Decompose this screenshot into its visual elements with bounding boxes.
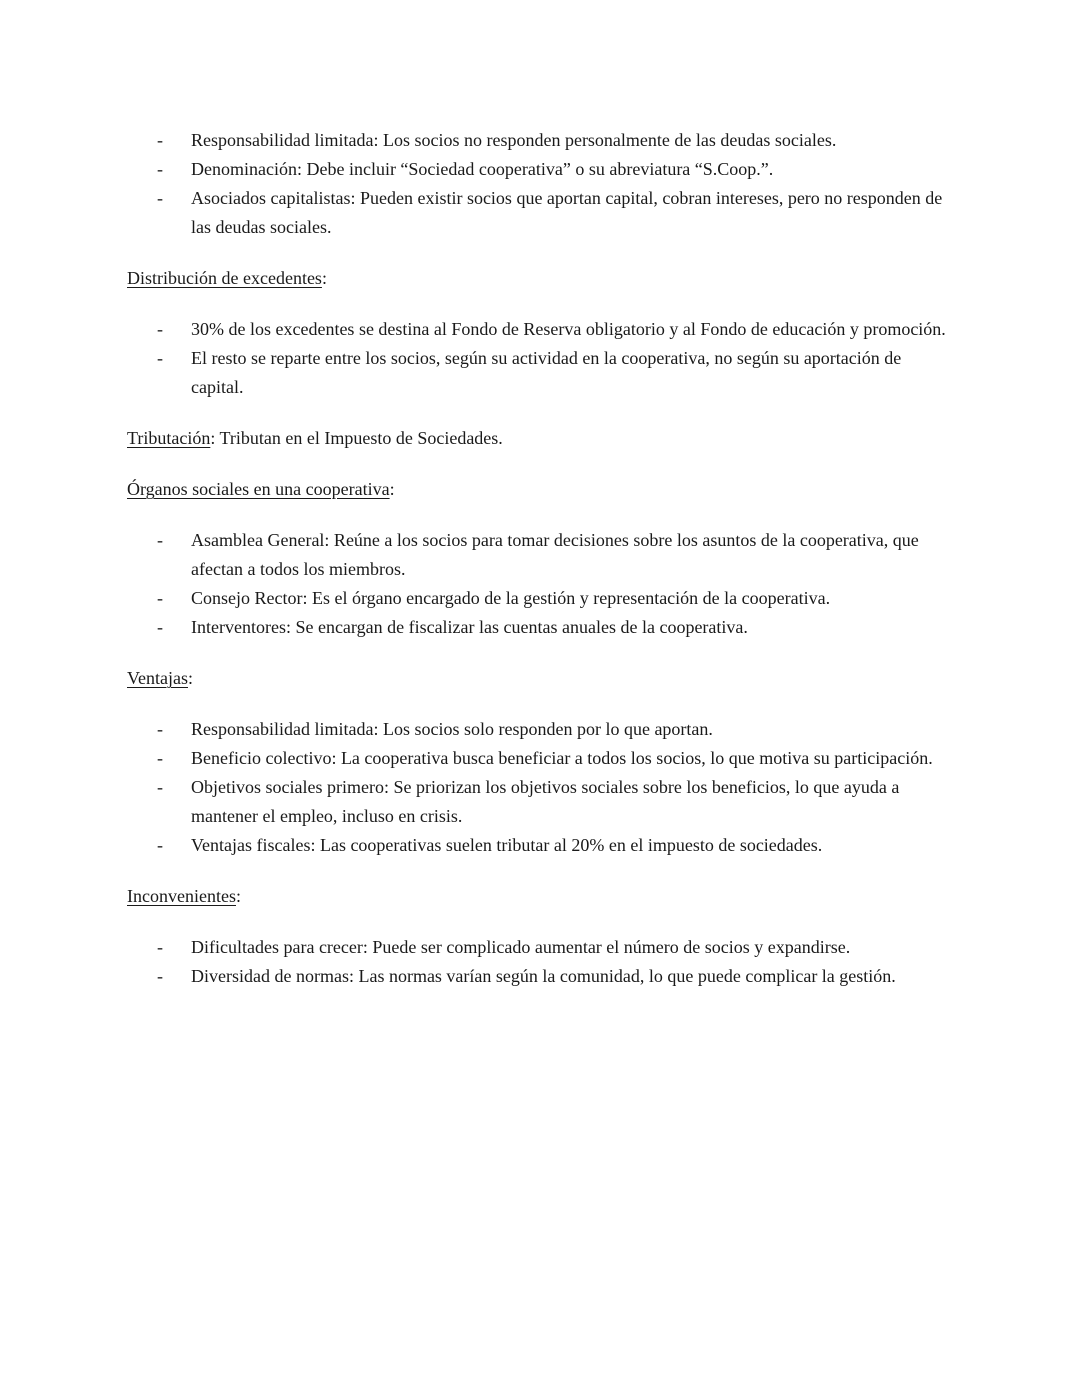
dash-bullet: - bbox=[157, 159, 163, 179]
dash-bullet: - bbox=[157, 835, 163, 855]
intro-list bbox=[127, 126, 957, 242]
heading-label: Distribución de excedentes bbox=[127, 268, 322, 288]
list-item-text: Asociados capitalistas: Pueden existir socios que aportan capital, cobran intereses, pero no responden de las deudas sociales. bbox=[191, 188, 943, 237]
heading-suffix: : bbox=[235, 886, 241, 906]
list-item-text: Consejo Rector: Es el órgano encargado de la gestión y representación de la cooperativa. bbox=[191, 588, 831, 608]
section-heading-inconvenientes bbox=[127, 882, 957, 911]
list-item bbox=[127, 526, 957, 584]
list-item bbox=[127, 155, 957, 184]
list-item-text: El resto se reparte entre los socios, según su actividad en la cooperativa, no según su aportación de capital. bbox=[191, 348, 902, 397]
list-item bbox=[127, 773, 957, 831]
dash-bullet: - bbox=[157, 588, 163, 608]
heading-suffix: : bbox=[321, 268, 327, 288]
dash-bullet: - bbox=[157, 188, 163, 208]
list-item bbox=[127, 126, 957, 155]
heading-label: Inconvenientes bbox=[127, 886, 236, 906]
section-heading-distribucion bbox=[127, 264, 957, 293]
list-item-text: Diversidad de normas: Las normas varían según la comunidad, lo que puede complicar la gestión. bbox=[191, 966, 896, 986]
inconvenientes-list bbox=[127, 933, 957, 991]
list-item bbox=[127, 315, 957, 344]
heading-suffix: : bbox=[389, 479, 395, 499]
list-item-text: Responsabilidad limitada: Los socios no responden personalmente de las deudas sociales. bbox=[191, 130, 837, 150]
tributacion-text: : Tributan en el Impuesto de Sociedades. bbox=[210, 428, 503, 448]
distribucion-list bbox=[127, 315, 957, 402]
list-item-text: Asamblea General: Reúne a los socios para tomar decisiones sobre los asuntos de la cooperativa, que afectan a todos los miembros. bbox=[191, 530, 919, 579]
list-item-text: Dificultades para crecer: Puede ser complicado aumentar el número de socios y expandirse. bbox=[191, 937, 851, 957]
dash-bullet: - bbox=[157, 348, 163, 368]
list-item-text: Beneficio colectivo: La cooperativa busca beneficiar a todos los socios, lo que motiva su participación. bbox=[191, 748, 933, 768]
list-item bbox=[127, 933, 957, 962]
dash-bullet: - bbox=[157, 719, 163, 739]
dash-bullet: - bbox=[157, 937, 163, 957]
dash-bullet: - bbox=[157, 130, 163, 150]
list-item-text: Interventores: Se encargan de fiscalizar las cuentas anuales de la cooperativa. bbox=[191, 617, 748, 637]
section-heading-tributacion bbox=[127, 424, 957, 453]
ventajas-list bbox=[127, 715, 957, 860]
section-heading-ventajas bbox=[127, 664, 957, 693]
list-item-text: Responsabilidad limitada: Los socios solo responden por lo que aportan. bbox=[191, 719, 713, 739]
document-page bbox=[127, 126, 957, 991]
list-item-text: Denominación: Debe incluir “Sociedad cooperativa” o su abreviatura “S.Coop.”. bbox=[191, 159, 774, 179]
section-heading-organos bbox=[127, 475, 957, 504]
heading-label: Órganos sociales en una cooperativa bbox=[127, 479, 390, 499]
heading-label: Ventajas bbox=[127, 668, 188, 688]
dash-bullet: - bbox=[157, 748, 163, 768]
list-item bbox=[127, 344, 957, 402]
dash-bullet: - bbox=[157, 530, 163, 550]
list-item bbox=[127, 962, 957, 991]
list-item bbox=[127, 831, 957, 860]
dash-bullet: - bbox=[157, 617, 163, 637]
list-item bbox=[127, 584, 957, 613]
heading-suffix: : bbox=[187, 668, 193, 688]
list-item bbox=[127, 184, 957, 242]
dash-bullet: - bbox=[157, 319, 163, 339]
heading-label: Tributación bbox=[127, 428, 211, 448]
dash-bullet: - bbox=[157, 777, 163, 797]
list-item bbox=[127, 613, 957, 642]
list-item-text: 30% de los excedentes se destina al Fondo de Reserva obligatorio y al Fondo de educación y promoción. bbox=[191, 319, 946, 339]
list-item bbox=[127, 744, 957, 773]
list-item-text: Ventajas fiscales: Las cooperativas suelen tributar al 20% en el impuesto de sociedades. bbox=[191, 835, 823, 855]
organos-list bbox=[127, 526, 957, 642]
list-item-text: Objetivos sociales primero: Se priorizan los objetivos sociales sobre los beneficios, lo que ayuda a mantener el empleo, incluso en crisis. bbox=[191, 777, 900, 826]
dash-bullet: - bbox=[157, 966, 163, 986]
list-item bbox=[127, 715, 957, 744]
